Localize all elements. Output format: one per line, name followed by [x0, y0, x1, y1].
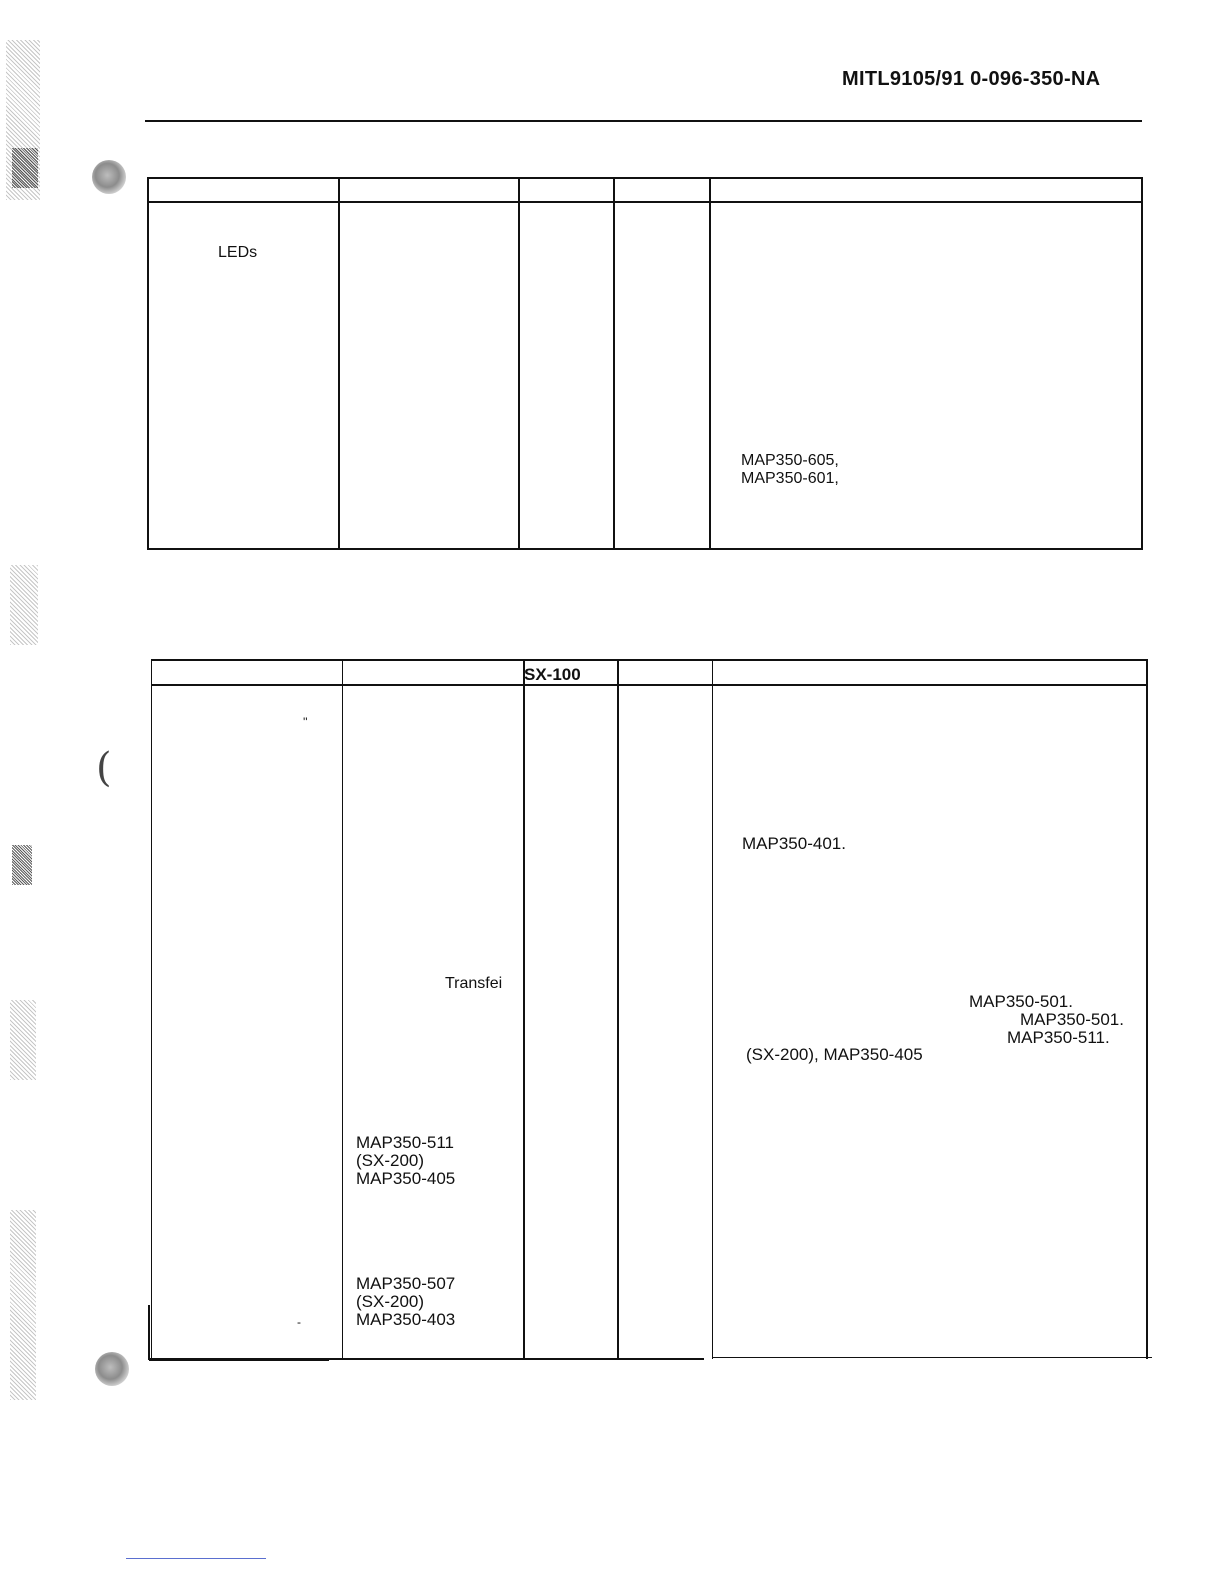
table-2-group2-line-3: MAP350-403: [356, 1310, 456, 1329]
table-2-bottom-border-mid: [329, 1358, 704, 1360]
table-2-quote-mark: '': [303, 715, 308, 729]
punch-hole-bottom: [95, 1352, 129, 1386]
table-1-bottom-border: [147, 548, 1143, 550]
table-1-divider-4: [709, 177, 711, 550]
table-1-divider-3: [613, 177, 615, 550]
table-2-top-border: [151, 659, 1147, 661]
table-2-divider-3: [617, 659, 619, 1359]
table-2-right-border: [1146, 659, 1148, 1359]
table-2-bottom-border-left: [149, 1358, 329, 1361]
table-2-sx100-header: SX-100: [524, 665, 581, 684]
table-2-group2-line-2: (SX-200): [356, 1292, 425, 1311]
footer-rule: [126, 1558, 266, 1559]
punch-hole-top: [92, 160, 126, 194]
table-1-top-border: [147, 177, 1143, 179]
table-2-bottom-border-right: [712, 1357, 1152, 1358]
table-2-group1-line-3: MAP350-405: [356, 1169, 456, 1188]
table-2-ref-405: (SX-200), MAP350-405: [746, 1045, 923, 1064]
binding-speckle-bottom: [10, 1210, 36, 1400]
table-2-stray-mark: -: [297, 1315, 301, 1329]
binding-speckle-mid: [10, 565, 38, 645]
table-2-divider-1: [342, 659, 343, 1359]
table-1-divider-1: [338, 177, 340, 550]
table-1-left-border: [147, 177, 149, 550]
table-2-ref-401: MAP350-401.: [742, 834, 846, 853]
table-2-left-border-thick: [148, 1305, 150, 1360]
binding-speckle-dark-mid: [12, 845, 32, 885]
table-2-group2-line-1: MAP350-507: [356, 1274, 456, 1293]
table-2-header-rule: [151, 684, 1147, 686]
table-1-divider-2: [518, 177, 520, 550]
table-2-ref-501-b: MAP350-501.: [1020, 1010, 1124, 1029]
table-2-transfer-label: Transfei: [445, 975, 503, 992]
table-2-divider-2: [523, 659, 525, 1359]
table-2-ref-501-a: MAP350-501.: [969, 992, 1073, 1011]
table-2-divider-4: [712, 659, 713, 1359]
table-1-header-rule: [147, 201, 1143, 203]
document-code: MITL9105/91 0-096-350-NA: [842, 68, 1101, 90]
table-1-ref-line-1: MAP350-605,: [741, 452, 839, 469]
table-2-ref-511: MAP350-511.: [1007, 1028, 1110, 1047]
table-1-leds-label: LEDs: [218, 244, 258, 261]
table-1-ref-line-2: MAP350-601,: [741, 470, 839, 487]
table-2-left-border: [151, 659, 152, 1359]
margin-arc-mark: (: [96, 745, 112, 791]
binding-speckle-lower: [10, 1000, 36, 1080]
table-1-right-border: [1141, 177, 1143, 550]
table-2-group1-line-1: MAP350-511: [356, 1133, 454, 1152]
binding-speckle-dark-top: [12, 148, 38, 188]
header-rule: [145, 120, 1142, 122]
table-2-group1-line-2: (SX-200): [356, 1151, 425, 1170]
